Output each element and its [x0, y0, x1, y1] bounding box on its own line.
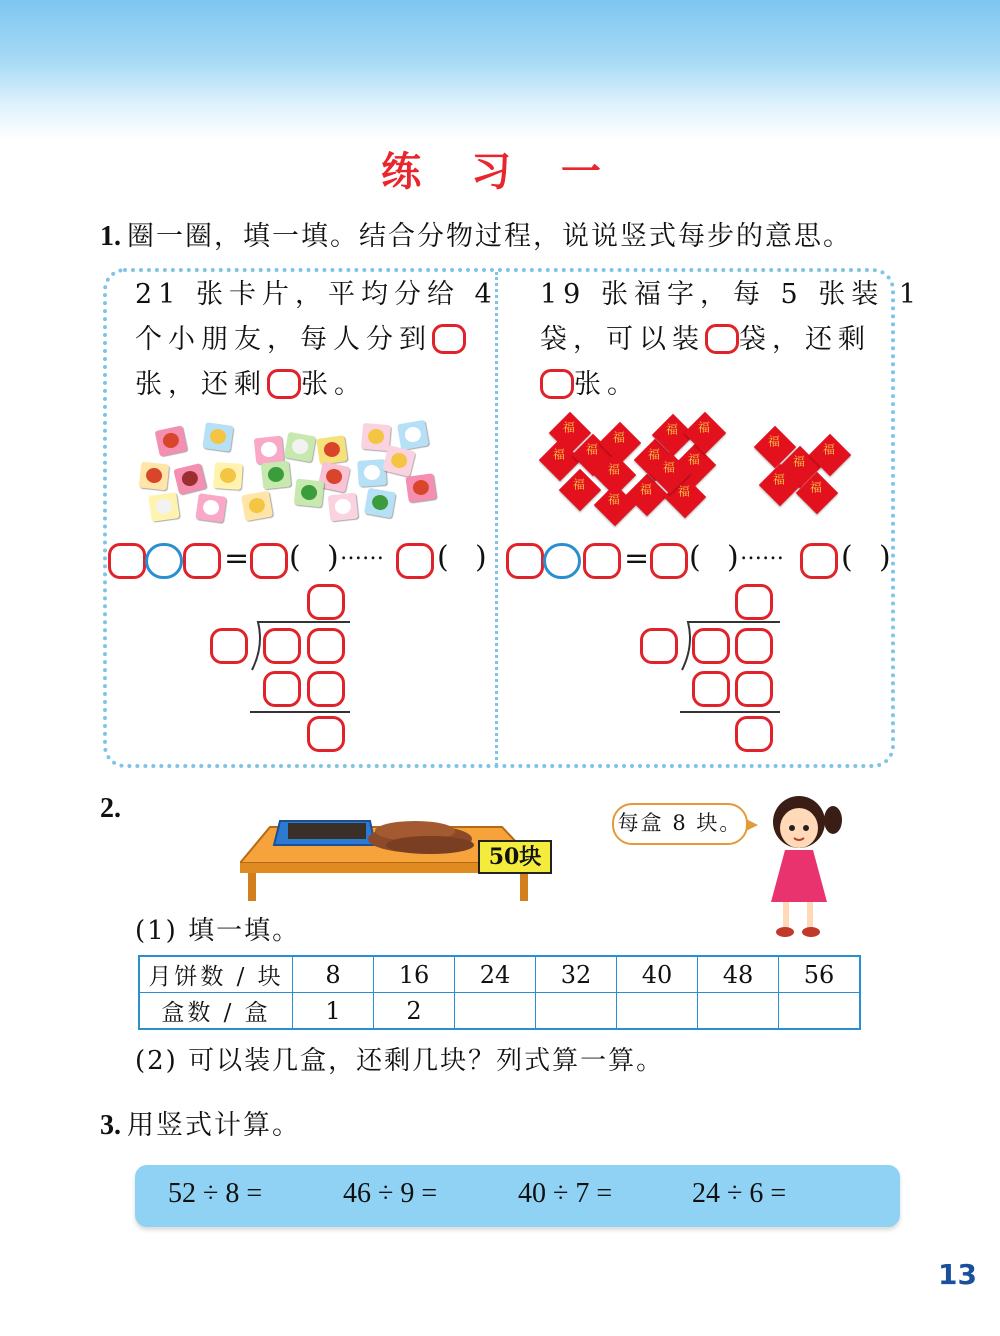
left-line-2-text: 个小朋友，每人分到	[135, 324, 432, 355]
fu-card: 福	[594, 454, 636, 496]
right-line-2	[540, 317, 922, 362]
eq-box-quotient[interactable]	[650, 543, 688, 579]
question-3-number: 3.	[100, 1110, 121, 1141]
calc-item-2: 46 ÷ 9 =	[343, 1178, 438, 1209]
animal-card	[195, 493, 226, 523]
eq-box-remainder[interactable]	[800, 543, 838, 579]
eq-box-quotient[interactable]	[250, 543, 288, 579]
fu-card: 福	[664, 476, 706, 518]
answer-cell[interactable]	[617, 993, 698, 1030]
answer-box-each-gets[interactable]	[432, 324, 466, 354]
paren-close: )	[475, 540, 487, 575]
paren-open: (	[689, 540, 701, 575]
table-cell: 2	[374, 993, 455, 1030]
table-cell: 1	[293, 993, 374, 1030]
row-label-boxes: 盒数 / 盒	[139, 993, 293, 1030]
table-row	[139, 993, 860, 1030]
mooncake-table	[138, 955, 861, 1030]
animal-card	[328, 493, 359, 522]
eq-circle-operator[interactable]	[543, 543, 581, 579]
fu-card: 福	[652, 414, 694, 456]
right-line-1: 19 张福字，每 5 张装 1	[540, 279, 923, 310]
animal-card	[294, 479, 325, 508]
speech-bubble: 每盒 8 块。	[612, 803, 748, 845]
page-title: 练 习 一	[381, 149, 619, 195]
fu-card: 福	[572, 434, 614, 476]
ld-quotient-box[interactable]	[735, 584, 773, 620]
ld-subtract-line	[250, 711, 350, 713]
animal-card	[139, 462, 170, 491]
eq-box-divisor[interactable]	[183, 543, 221, 579]
eq-box-remainder[interactable]	[396, 543, 434, 579]
girl-illustration	[755, 792, 845, 942]
paren-close: )	[327, 540, 339, 575]
fu-card: 福	[674, 444, 716, 486]
eq-box-dividend[interactable]	[506, 543, 544, 579]
answer-cell[interactable]	[698, 993, 779, 1030]
animal-card	[254, 436, 285, 465]
answer-box-left-remain[interactable]	[267, 369, 301, 399]
left-problem-text	[135, 272, 498, 407]
ld-dividend-ones-box[interactable]	[307, 628, 345, 664]
table-cell: 56	[779, 956, 861, 993]
question-1-number: 1.	[100, 221, 121, 252]
question-3	[100, 1103, 301, 1142]
table-row	[139, 956, 860, 993]
table-cell: 32	[536, 956, 617, 993]
answer-box-bags[interactable]	[705, 324, 739, 354]
fu-card: 福	[796, 472, 838, 514]
left-line-3-text: 张，还剩	[135, 369, 267, 400]
animal-card	[284, 432, 316, 462]
table-cell: 24	[455, 956, 536, 993]
ld-product-ones-box[interactable]	[307, 671, 345, 707]
paren-open: (	[437, 540, 449, 575]
animal-card	[261, 461, 292, 490]
left-line-2	[135, 317, 498, 362]
eq-box-divisor[interactable]	[583, 543, 621, 579]
ld-divisor-box[interactable]	[640, 628, 678, 664]
paren-open: (	[289, 540, 301, 575]
question-1	[100, 214, 852, 253]
animal-card	[357, 459, 387, 487]
fu-card: 福	[634, 439, 676, 481]
left-line-3-end: 张。	[301, 369, 367, 400]
eq-sign: =	[624, 541, 650, 576]
right-line-3	[540, 362, 922, 407]
table-cell: 8	[293, 956, 374, 993]
ld-remainder-box[interactable]	[307, 716, 345, 752]
animal-card	[361, 423, 391, 451]
animal-card	[316, 435, 347, 465]
eq-circle-operator[interactable]	[145, 543, 183, 579]
answer-cell[interactable]	[455, 993, 536, 1030]
right-line-2-text-b: 袋，还剩	[739, 324, 871, 355]
fu-card: 福	[594, 484, 636, 526]
animal-card	[202, 422, 233, 452]
right-line-2-text: 袋，可以装	[540, 324, 705, 355]
paren-close: )	[727, 540, 739, 575]
paren-close: )	[879, 540, 891, 575]
question-2	[100, 793, 127, 825]
fu-card: 福	[559, 469, 601, 511]
fu-card: 福	[759, 464, 801, 506]
right-line-3-end: 张。	[574, 369, 640, 400]
question-3-text: 用竖式计算。	[127, 1110, 301, 1141]
fu-card: 福	[599, 422, 641, 464]
ld-divisor-box[interactable]	[210, 628, 248, 664]
page-number: 13	[938, 1258, 977, 1291]
ellipsis: ……	[740, 540, 784, 565]
fu-card: 福	[539, 439, 581, 481]
calc-item-3: 40 ÷ 7 =	[518, 1178, 613, 1209]
ld-product-tens-box[interactable]	[263, 671, 301, 707]
ld-dividend-tens-box[interactable]	[263, 628, 301, 664]
eq-box-dividend[interactable]	[108, 543, 146, 579]
answer-cell[interactable]	[779, 993, 861, 1030]
calc-item-4: 24 ÷ 6 =	[692, 1178, 787, 1209]
ld-dividend-ones-box[interactable]	[735, 628, 773, 664]
row-label-mooncakes: 月饼数 / 块	[139, 956, 293, 993]
ld-remainder-box[interactable]	[735, 716, 773, 752]
question-2-sub-2: (2) 可以装几盒，还剩几块？列式算一算。	[135, 1046, 665, 1076]
left-line-3	[135, 362, 498, 407]
question-2-sub-1: (1) 填一填。	[135, 916, 301, 946]
animal-card	[213, 462, 243, 490]
fu-card: 福	[649, 452, 691, 494]
animal-card	[241, 491, 273, 521]
animal-card	[405, 473, 436, 503]
left-line-1: 21 张卡片，平均分给 4	[135, 279, 498, 310]
fu-card: 福	[684, 412, 726, 454]
ld-product-tens-box[interactable]	[692, 671, 730, 707]
ld-product-ones-box[interactable]	[735, 671, 773, 707]
table-cell: 16	[374, 956, 455, 993]
question-1-text: 圈一圈，填一填。结合分物过程，说说竖式每步的意思。	[127, 221, 852, 252]
ld-quotient-box[interactable]	[307, 584, 345, 620]
ld-subtract-line	[680, 711, 780, 713]
sky-header-background	[0, 0, 1000, 140]
ellipsis: ……	[340, 540, 384, 565]
fu-card: 福	[626, 474, 668, 516]
answer-box-right-remain[interactable]	[540, 369, 574, 399]
right-problem-text	[540, 272, 922, 407]
fu-card: 福	[809, 434, 851, 476]
table-cell: 48	[698, 956, 779, 993]
table-cell: 40	[617, 956, 698, 993]
eq-sign: =	[224, 541, 250, 576]
mooncake-count-label: 50块	[478, 840, 552, 874]
fu-card: 福	[779, 446, 821, 488]
animal-card	[397, 420, 429, 450]
fu-card: 福	[754, 426, 796, 468]
answer-cell[interactable]	[536, 993, 617, 1030]
calc-item-1: 52 ÷ 8 =	[168, 1178, 263, 1209]
animal-card	[148, 492, 179, 522]
animal-card	[364, 488, 396, 518]
question-2-number: 2.	[100, 793, 121, 824]
ld-dividend-tens-box[interactable]	[692, 628, 730, 664]
fu-card: 福	[549, 412, 591, 454]
paren-open: (	[841, 540, 853, 575]
